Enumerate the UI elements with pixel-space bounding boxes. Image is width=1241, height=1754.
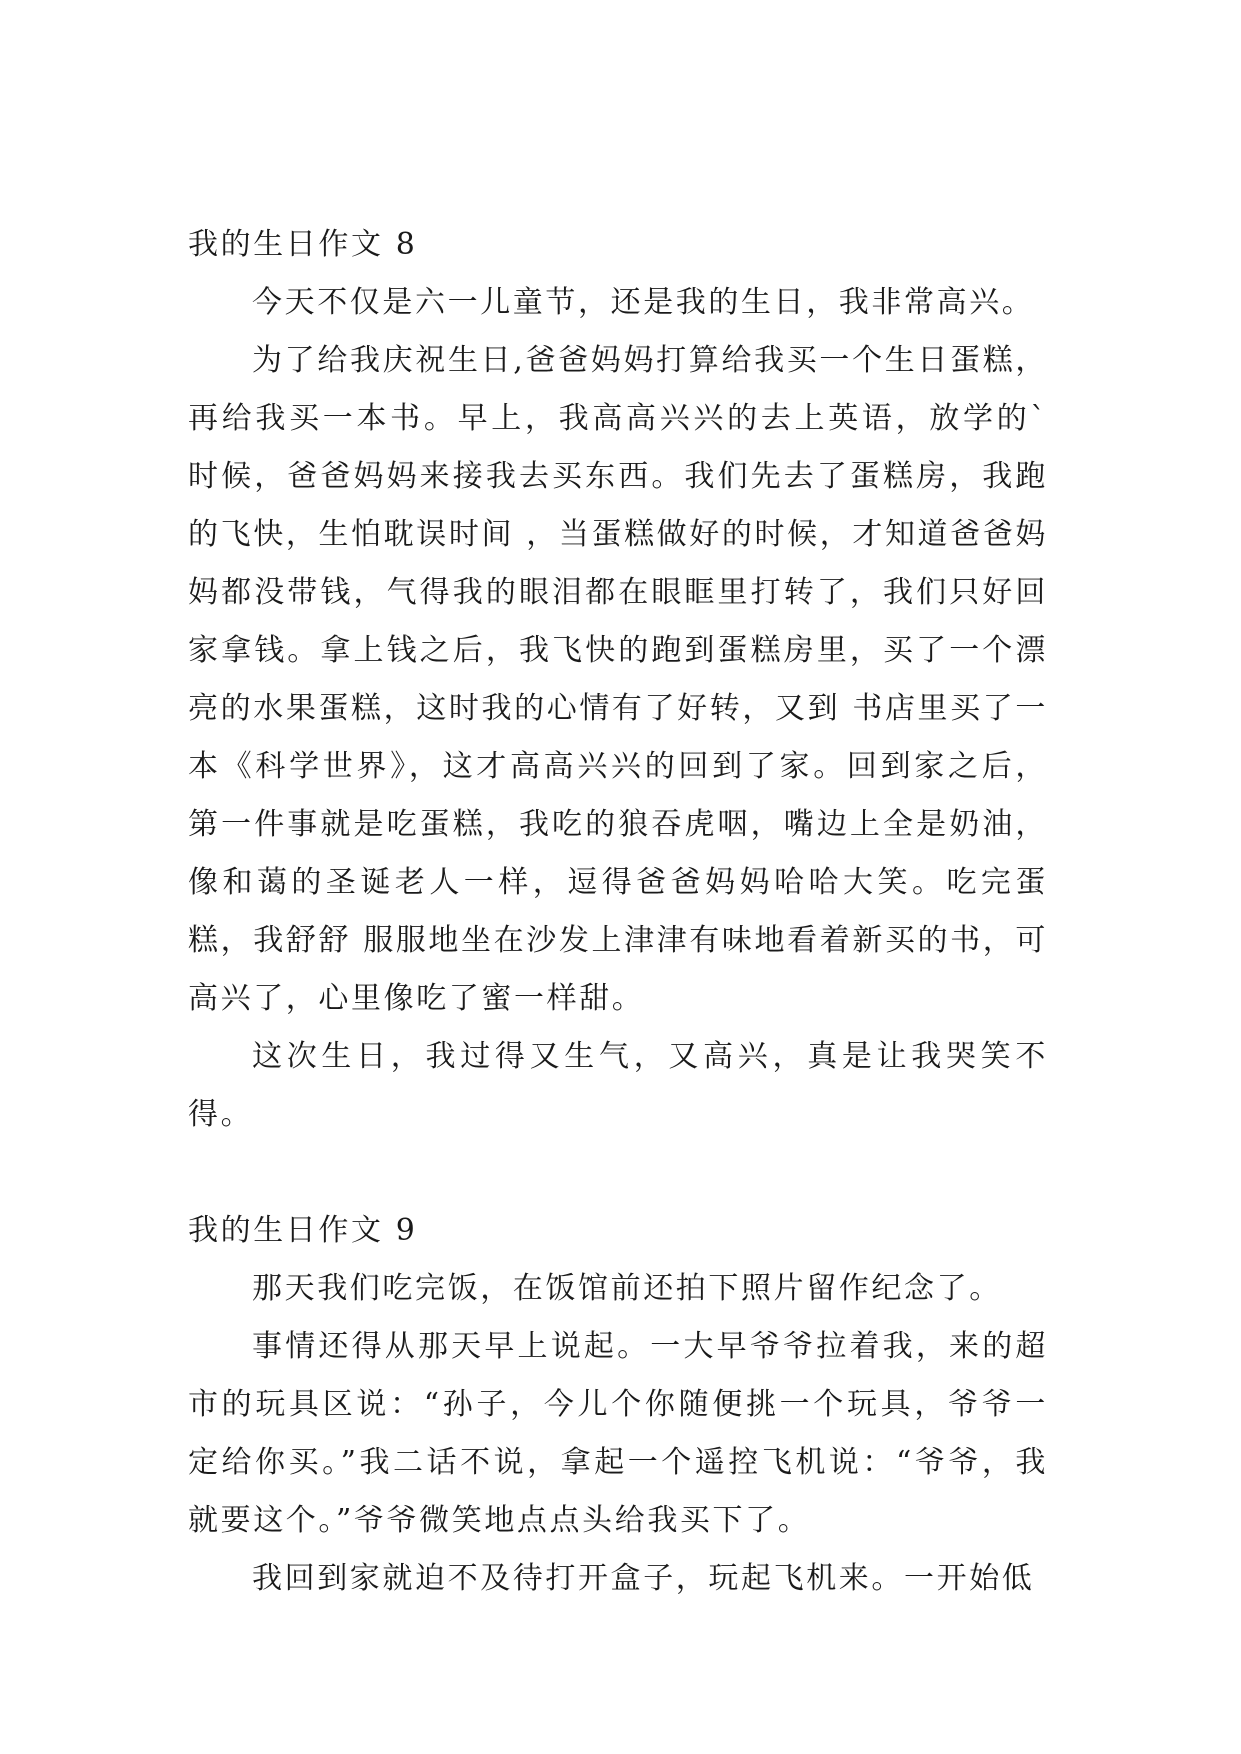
section-title: 我的生日作文 9 [188,1213,418,1248]
section-title: 我的生日作文 8 [188,227,418,262]
document-body [188,216,1048,1608]
paragraph: 我回到家就迫不及待打开盒子，玩起飞机来。一开始低 [252,1561,1035,1596]
paragraph: 今天不仅是六一儿童节，还是我的生日，我非常高兴。 [252,285,1035,320]
paragraph: 这次生日，我过得又生气，又高兴，真是让我哭笑不得。 [188,1039,1048,1132]
paragraph: 事情还得从那天早上说起。一大早爷爷拉着我，来的超市的玩具区说：“孙子，今儿个你随便挑一个玩具，爷爷一定给你买。”我二话不说，拿起一个遥控飞机说：“爷爷，我就要这个。”爷爷微笑地点点头给我买下了。 [188,1329,1048,1538]
paragraph: 那天我们吃完饭，在饭馆前还拍下照片留作纪念了。 [252,1271,1002,1306]
paragraph: 为了给我庆祝生日,爸爸妈妈打算给我买一个生日蛋糕，再给我买一本书。早上，我高高兴兴的去上英语，放学的`时候，爸爸妈妈来接我去买东西。我们先去了蛋糕房，我跑的飞快，生怕耽误时间 ，当蛋糕做好的时候，才知道爸爸妈妈都没带钱，气得我的眼泪都在眼眶里打转了，我们只好回家拿钱。拿上钱之后，我飞快的跑到蛋糕房里，买了一个漂亮的水果蛋糕，这时我的心情有了好转，又到 书店里买了一本《科学世界》，这才高高兴兴的回到了家。回到家之后，第一件事就是吃蛋糕，我吃的狼吞虎咽，嘴边上全是奶油，像和蔼的圣诞老人一样，逗得爸爸妈妈哈哈大笑。吃完蛋糕，我舒舒 服服地坐在沙发上津津有味地看着新买的书，可高兴了，心里像吃了蜜一样甜。 [188,343,1048,1016]
essay-section-8 [188,216,1048,1144]
section-spacer [188,1144,1048,1202]
essay-section-9 [188,1202,1048,1608]
